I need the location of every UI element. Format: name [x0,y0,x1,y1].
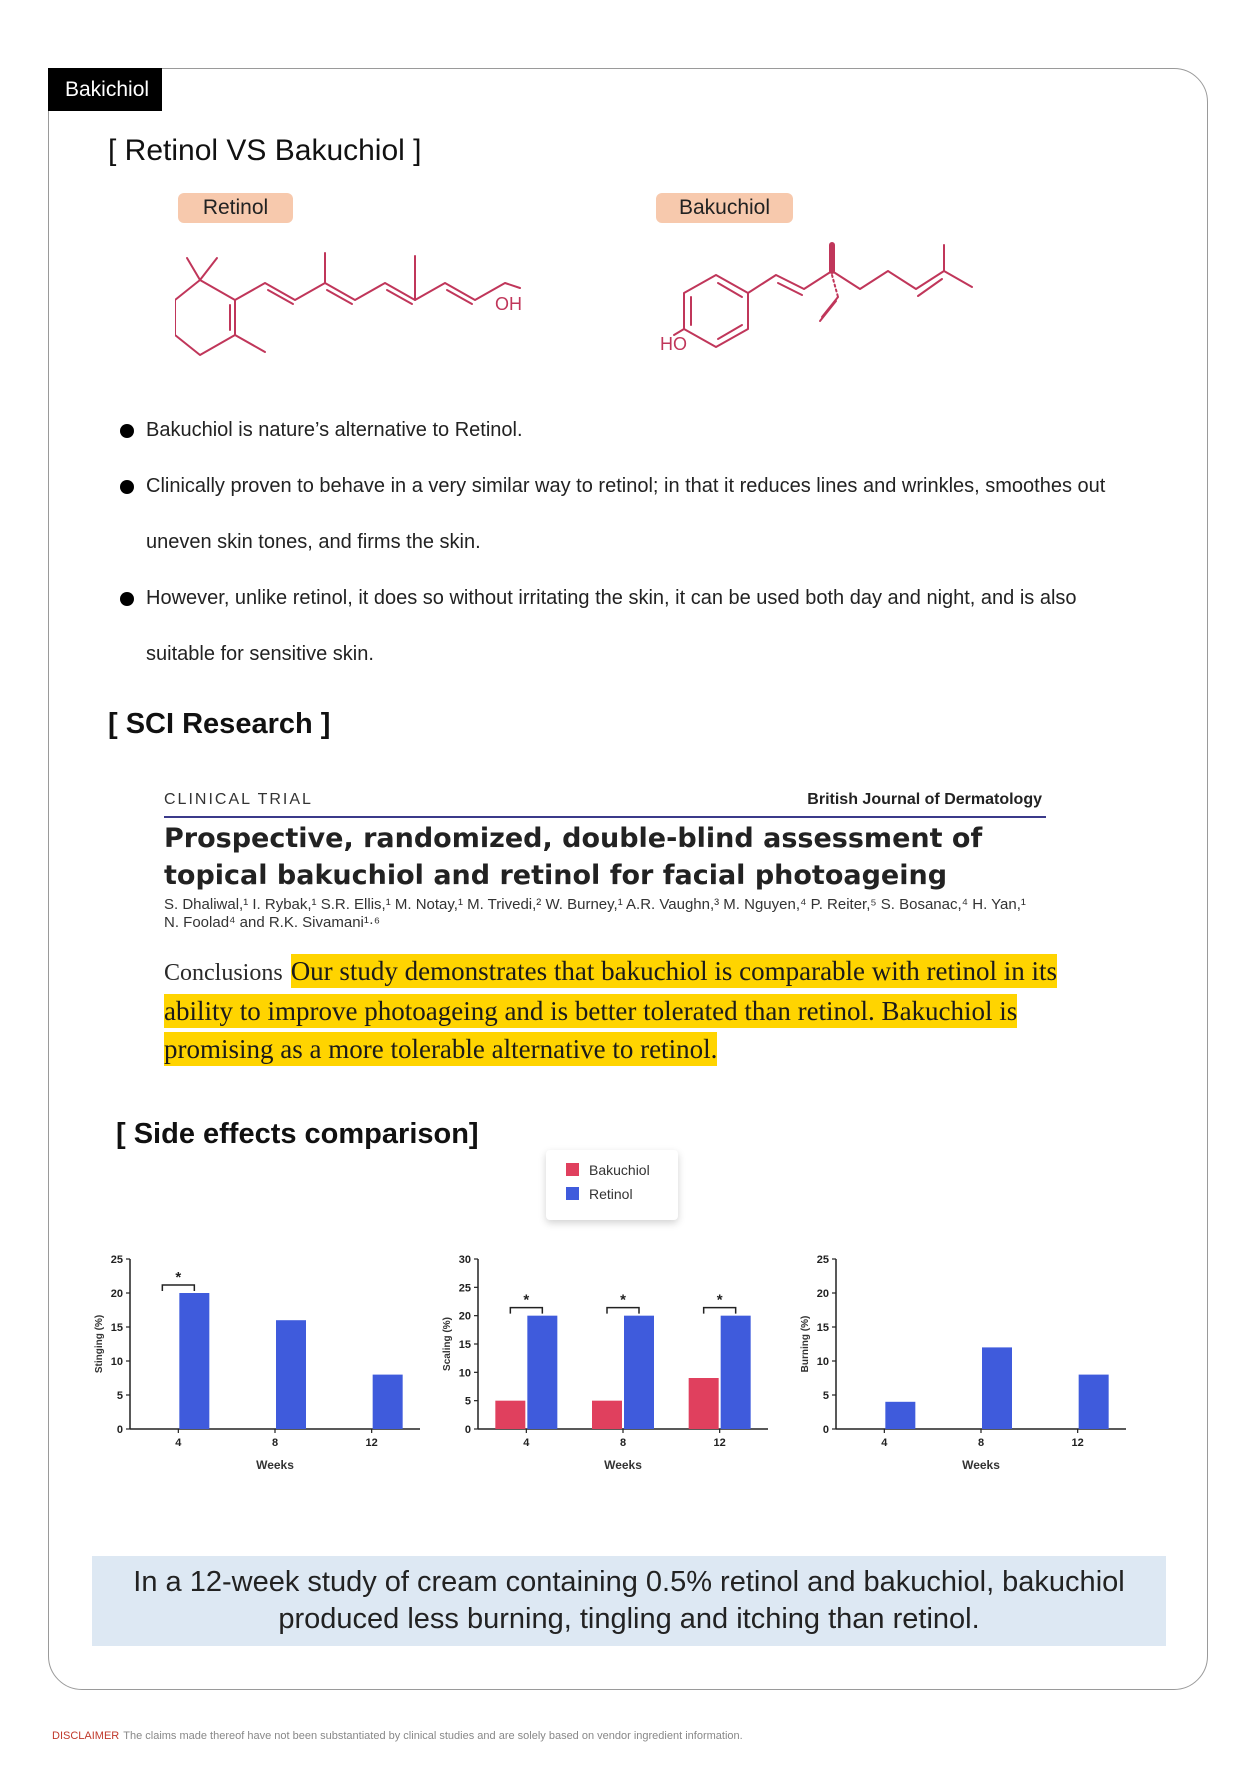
retinol-bar [721,1316,751,1429]
retinol-bar [179,1293,209,1429]
bullet-list [118,402,1118,682]
paper-title: Prospective, randomized, double-blind assessment of topical bakuchiol and retinol for facial photoageing [164,823,983,891]
significance-star: * [620,1291,626,1309]
significance-star: * [175,1269,182,1286]
y-tick-label: 15 [458,1339,471,1351]
x-axis-label: Weeks [604,1458,642,1472]
legend-swatch [566,1187,579,1200]
retinol-oh-label: OH [495,294,522,314]
y-tick-label: 5 [464,1395,471,1408]
y-axis-label: Burning (%) [800,1315,811,1373]
y-tick-label: 0 [822,1424,829,1436]
conclusions-text: Our study demonstrates that bakuchiol is comparable with retinol in its ability to improve photoageing and is better tolerated than retinol. Bakuchiol is promising as a more tolerable alternative to retinol. [164,956,1058,1064]
retinol-bar [624,1316,654,1429]
paper-section: CLINICAL TRIAL [164,791,313,808]
legend-swatch [566,1163,579,1176]
legend-item-bakuchiol [566,1162,650,1178]
legend-item-retinol [566,1186,633,1202]
bullet-item: However, unlike retinol, it does so without irritating the skin, it can be used both day and night, and is also suitable for sensitive skin. [118,570,1118,682]
legend-label: Retinol [589,1186,633,1202]
bakuchiol-bar [495,1401,525,1429]
bakuchiol-structure [660,235,990,360]
retinol-bar [885,1402,915,1429]
y-axis-label: Stinging (%) [94,1314,105,1374]
paper-excerpt [160,770,1060,1090]
conclusions-label: Conclusions [164,960,283,986]
bullet-item: Clinically proven to behave in a very similar way to retinol; in that it reduces lines and wrinkles, smoothes out uneven skin tones, and firms the skin. [118,458,1118,570]
y-tick-label: 20 [458,1310,471,1323]
y-tick-label: 10 [110,1356,123,1368]
x-tick-label: 4 [881,1437,888,1449]
y-tick-label: 0 [116,1424,123,1436]
y-tick-label: 0 [464,1424,471,1436]
significance-star: * [523,1291,530,1309]
x-tick-label: 12 [1071,1437,1084,1449]
disclaimer-text: The claims made thereof have not been substantiated by clinical studies and are solely based on vendor ingredient information. [123,1730,743,1742]
disclaimer [52,1730,743,1742]
retinol-bar [373,1375,403,1429]
summary-box: In a 12-week study of cream containing 0.5% retinol and bakuchiol, bakuchiol produced less burning, tingling and itching than retinol. [92,1556,1166,1646]
burning-chart [798,1245,1143,1515]
retinol-bar [276,1320,306,1429]
x-tick-label: 8 [271,1437,279,1449]
y-tick-label: 5 [116,1390,123,1402]
y-tick-label: 25 [110,1254,123,1266]
scaling-chart [440,1245,785,1515]
y-tick-label: 30 [458,1254,471,1266]
y-tick-label: 5 [822,1390,829,1402]
retinol-label: Retinol [178,193,293,223]
bakuchiol-bar [689,1378,719,1429]
retinol-vs-heading: [ Retinol VS Bakuchiol ] [108,134,422,167]
side-effects-heading: [ Side effects comparison] [116,1118,479,1150]
disclaimer-label: DISCLAIMER [52,1730,120,1742]
y-tick-label: 20 [816,1288,829,1300]
chart-legend [546,1150,678,1220]
sci-research-heading: [ SCI Research ] [108,708,331,740]
x-tick-label: 8 [977,1437,985,1449]
retinol-structure [175,238,535,358]
paper-authors: S. Dhaliwal,¹ I. Rybak,¹ S.R. Ellis,¹ M. Notay,¹ M. Trivedi,² W. Burney,¹ A.R. Vaughn,³ M. Nguyen,⁴ P. Reiter,⁵ S. Bosanac,⁴ H. Yan,¹ N. Foolad⁴ and R.K. Sivamani¹·⁶ [164,896,1026,931]
retinol-bar [527,1316,557,1429]
x-tick-label: 4 [523,1437,530,1449]
paper-journal: British Journal of Dermatology [807,791,1042,808]
stinging-chart [92,1245,437,1515]
retinol-bar [1079,1375,1109,1429]
paper-header [164,786,1046,818]
significance-star: * [716,1291,723,1309]
retinol-bar [982,1347,1012,1429]
y-tick-label: 15 [816,1322,829,1334]
x-tick-label: 4 [175,1437,182,1449]
legend-label: Bakuchiol [589,1162,650,1178]
x-tick-label: 12 [365,1437,378,1449]
x-axis-label: Weeks [256,1458,294,1472]
y-tick-label: 25 [458,1282,471,1295]
bullet-item: Bakuchiol is nature’s alternative to Retinol. [118,402,1118,458]
y-tick-label: 20 [110,1288,123,1300]
x-tick-label: 12 [713,1437,726,1449]
paper-conclusions [164,952,1064,1068]
y-tick-label: 10 [458,1367,471,1380]
section-tag: Bakichiol [48,68,162,111]
bakuchiol-bar [592,1401,622,1429]
x-tick-label: 8 [619,1437,627,1449]
y-tick-label: 25 [816,1254,829,1266]
y-axis-label: Scaling (%) [442,1317,453,1371]
x-axis-label: Weeks [962,1458,1000,1472]
y-tick-label: 15 [110,1322,123,1334]
y-tick-label: 10 [816,1356,829,1368]
bakuchiol-ho-label: HO [660,334,687,354]
bakuchiol-label: Bakuchiol [656,193,793,223]
